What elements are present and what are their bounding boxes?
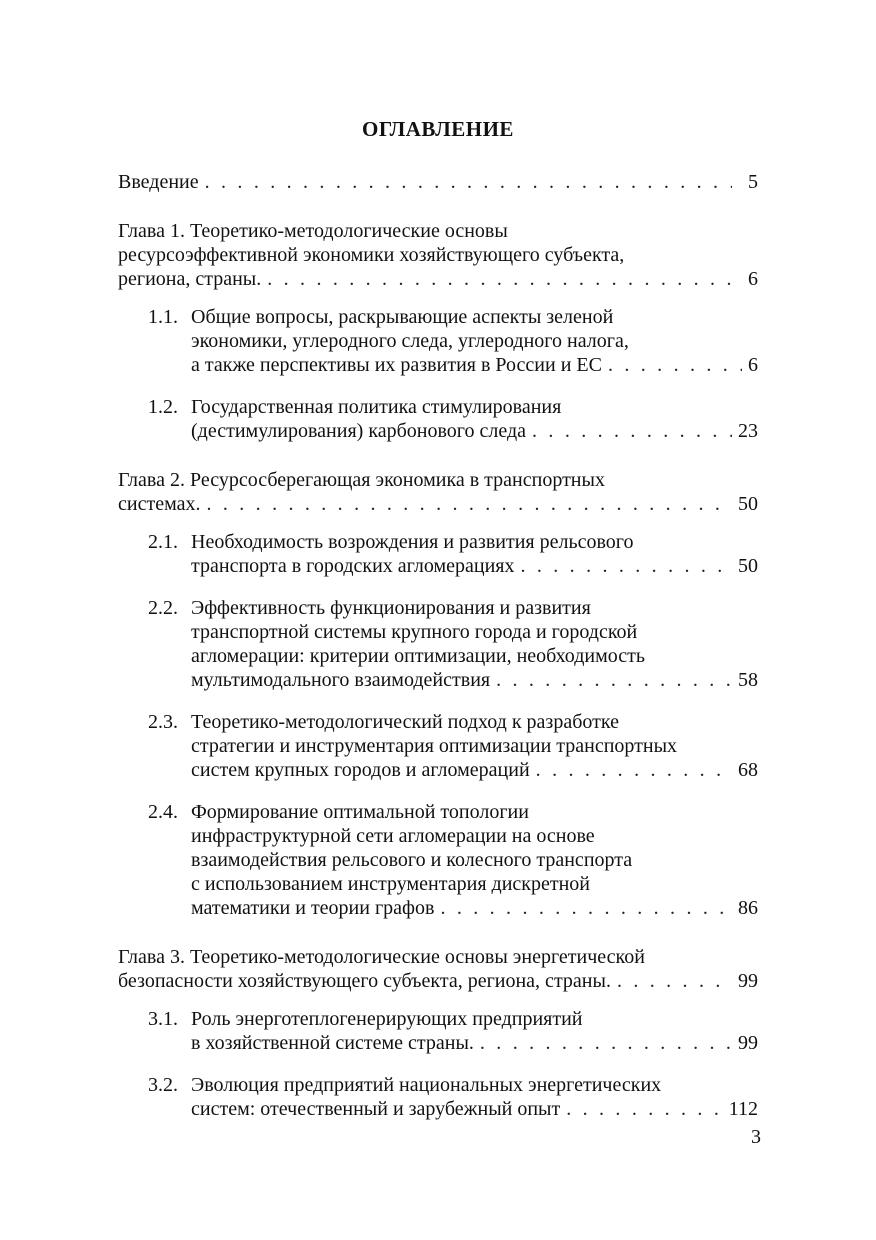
toc-entry-text: экономики, углеродного следа, углеродного налога, [191, 330, 629, 352]
dot-leader [480, 1031, 732, 1055]
toc-entry-text: систем крупных городов и агломераций [191, 759, 530, 781]
toc-entry-text: (дестимулирования) карбонового следа [191, 420, 527, 442]
dot-leader [440, 896, 732, 920]
toc-chapter-entry[interactable] [118, 945, 758, 993]
toc-section-entry[interactable] [118, 305, 758, 377]
toc-section-number: 3.1. [148, 1008, 178, 1030]
toc-entry-text: взаимодействия рельсового и колесного транспорта [191, 849, 633, 871]
toc-entry-text: мультимодального взаимодействия [191, 669, 491, 691]
toc-page-number: 5 [748, 171, 758, 193]
toc-section-entry[interactable] [118, 1007, 758, 1055]
toc-section-entry[interactable] [118, 395, 758, 443]
toc-entry-text: Государственная политика стимулирования [191, 396, 562, 418]
toc-section-number: 1.2. [148, 396, 178, 418]
toc-entry-text: транспортной системы крупного города и городской [191, 621, 638, 643]
toc-entry-text: безопасности хозяйствующего субъекта, региона, страны. [118, 970, 611, 992]
toc-page-number: 99 [738, 1032, 758, 1054]
toc-entry-text: математики и теории графов [191, 897, 435, 919]
toc-entry-text: а также перспективы их развития в России и ЕС [191, 354, 602, 376]
table-of-contents [118, 170, 758, 1121]
toc-section-number: 3.2. [148, 1074, 178, 1096]
toc-entry-text: в хозяйственной системе страны. [191, 1032, 474, 1054]
toc-entry-text: Эволюция предприятий национальных энергетических [191, 1074, 662, 1096]
toc-entry-text: с использованием инструментария дискретной [191, 873, 591, 895]
toc-chapter-entry[interactable] [118, 219, 758, 291]
toc-entry-text: Глава 3. Теоретико-методологические основы энергетической [118, 946, 645, 968]
toc-title: ОГЛАВЛЕНИЕ [362, 117, 514, 141]
dot-leader [566, 1097, 723, 1121]
toc-page-number: 23 [738, 420, 758, 442]
toc-entry-text: Глава 1. Теоретико-методологические основы [118, 220, 508, 242]
toc-entry-text: региона, страны. [118, 268, 262, 290]
toc-section-entry[interactable] [118, 710, 758, 782]
toc-chapter-entry[interactable] [118, 170, 758, 194]
dot-leader [536, 758, 732, 782]
toc-entry-text: Необходимость возрождения и развития рельсового [191, 531, 634, 553]
toc-entry-text: системах. [118, 493, 201, 515]
toc-entry-text: транспорта в городских агломерациях [191, 555, 515, 577]
dot-leader [532, 419, 732, 443]
toc-entry-text: инфраструктурной сети агломерации на основе [191, 825, 595, 847]
dot-leader [608, 353, 742, 377]
toc-entry-text: Общие вопросы, раскрывающие аспекты зеленой [191, 306, 614, 328]
dot-leader [496, 668, 732, 692]
toc-section-number: 2.2. [148, 597, 178, 619]
toc-entry-text: Глава 2. Ресурсосберегающая экономика в транспортных [118, 469, 605, 491]
toc-page-number: 86 [738, 897, 758, 919]
toc-entry-text: Введение [118, 171, 199, 193]
toc-section-number: 2.3. [148, 711, 178, 733]
toc-section-entry[interactable] [118, 530, 758, 578]
dot-leader [617, 969, 722, 993]
toc-page-number: 112 [728, 1098, 758, 1120]
toc-section-entry[interactable] [118, 800, 758, 920]
toc-entry-text: стратегии и инструментария оптимизации транспортных [191, 735, 678, 757]
toc-section-number: 2.4. [148, 801, 178, 823]
toc-entry-text: ресурсоэффективной экономики хозяйствующего субъекта, [118, 244, 625, 266]
toc-entry-text: Формирование оптимальной топологии [191, 801, 529, 823]
toc-page-number: 6 [748, 354, 758, 376]
toc-page-number: 50 [738, 555, 758, 577]
toc-entry-text: Теоретико-методологический подход к разработке [191, 711, 619, 733]
dot-leader [206, 492, 722, 516]
dot-leader [205, 170, 732, 194]
toc-section-number: 2.1. [148, 531, 178, 553]
toc-section-entry[interactable] [118, 596, 758, 692]
toc-page-number: 6 [748, 268, 758, 290]
toc-page-number: 99 [738, 970, 758, 992]
toc-page-number: 50 [738, 493, 758, 515]
toc-entry-text: систем: отечественный и зарубежный опыт [191, 1098, 561, 1120]
toc-entry-text: агломерации: критерии оптимизации, необходимость [191, 645, 646, 667]
dot-leader [520, 554, 732, 578]
toc-entry-text: Роль энерготеплогенерирующих предприятий [191, 1008, 583, 1030]
toc-chapter-entry[interactable] [118, 468, 758, 516]
page-number: 3 [751, 1126, 761, 1148]
toc-page-number: 58 [738, 669, 758, 691]
toc-section-number: 1.1. [148, 306, 178, 328]
toc-page-number: 68 [738, 759, 758, 781]
dot-leader [267, 267, 732, 291]
toc-section-entry[interactable] [118, 1073, 758, 1121]
toc-entry-text: Эффективность функционирования и развития [191, 597, 591, 619]
